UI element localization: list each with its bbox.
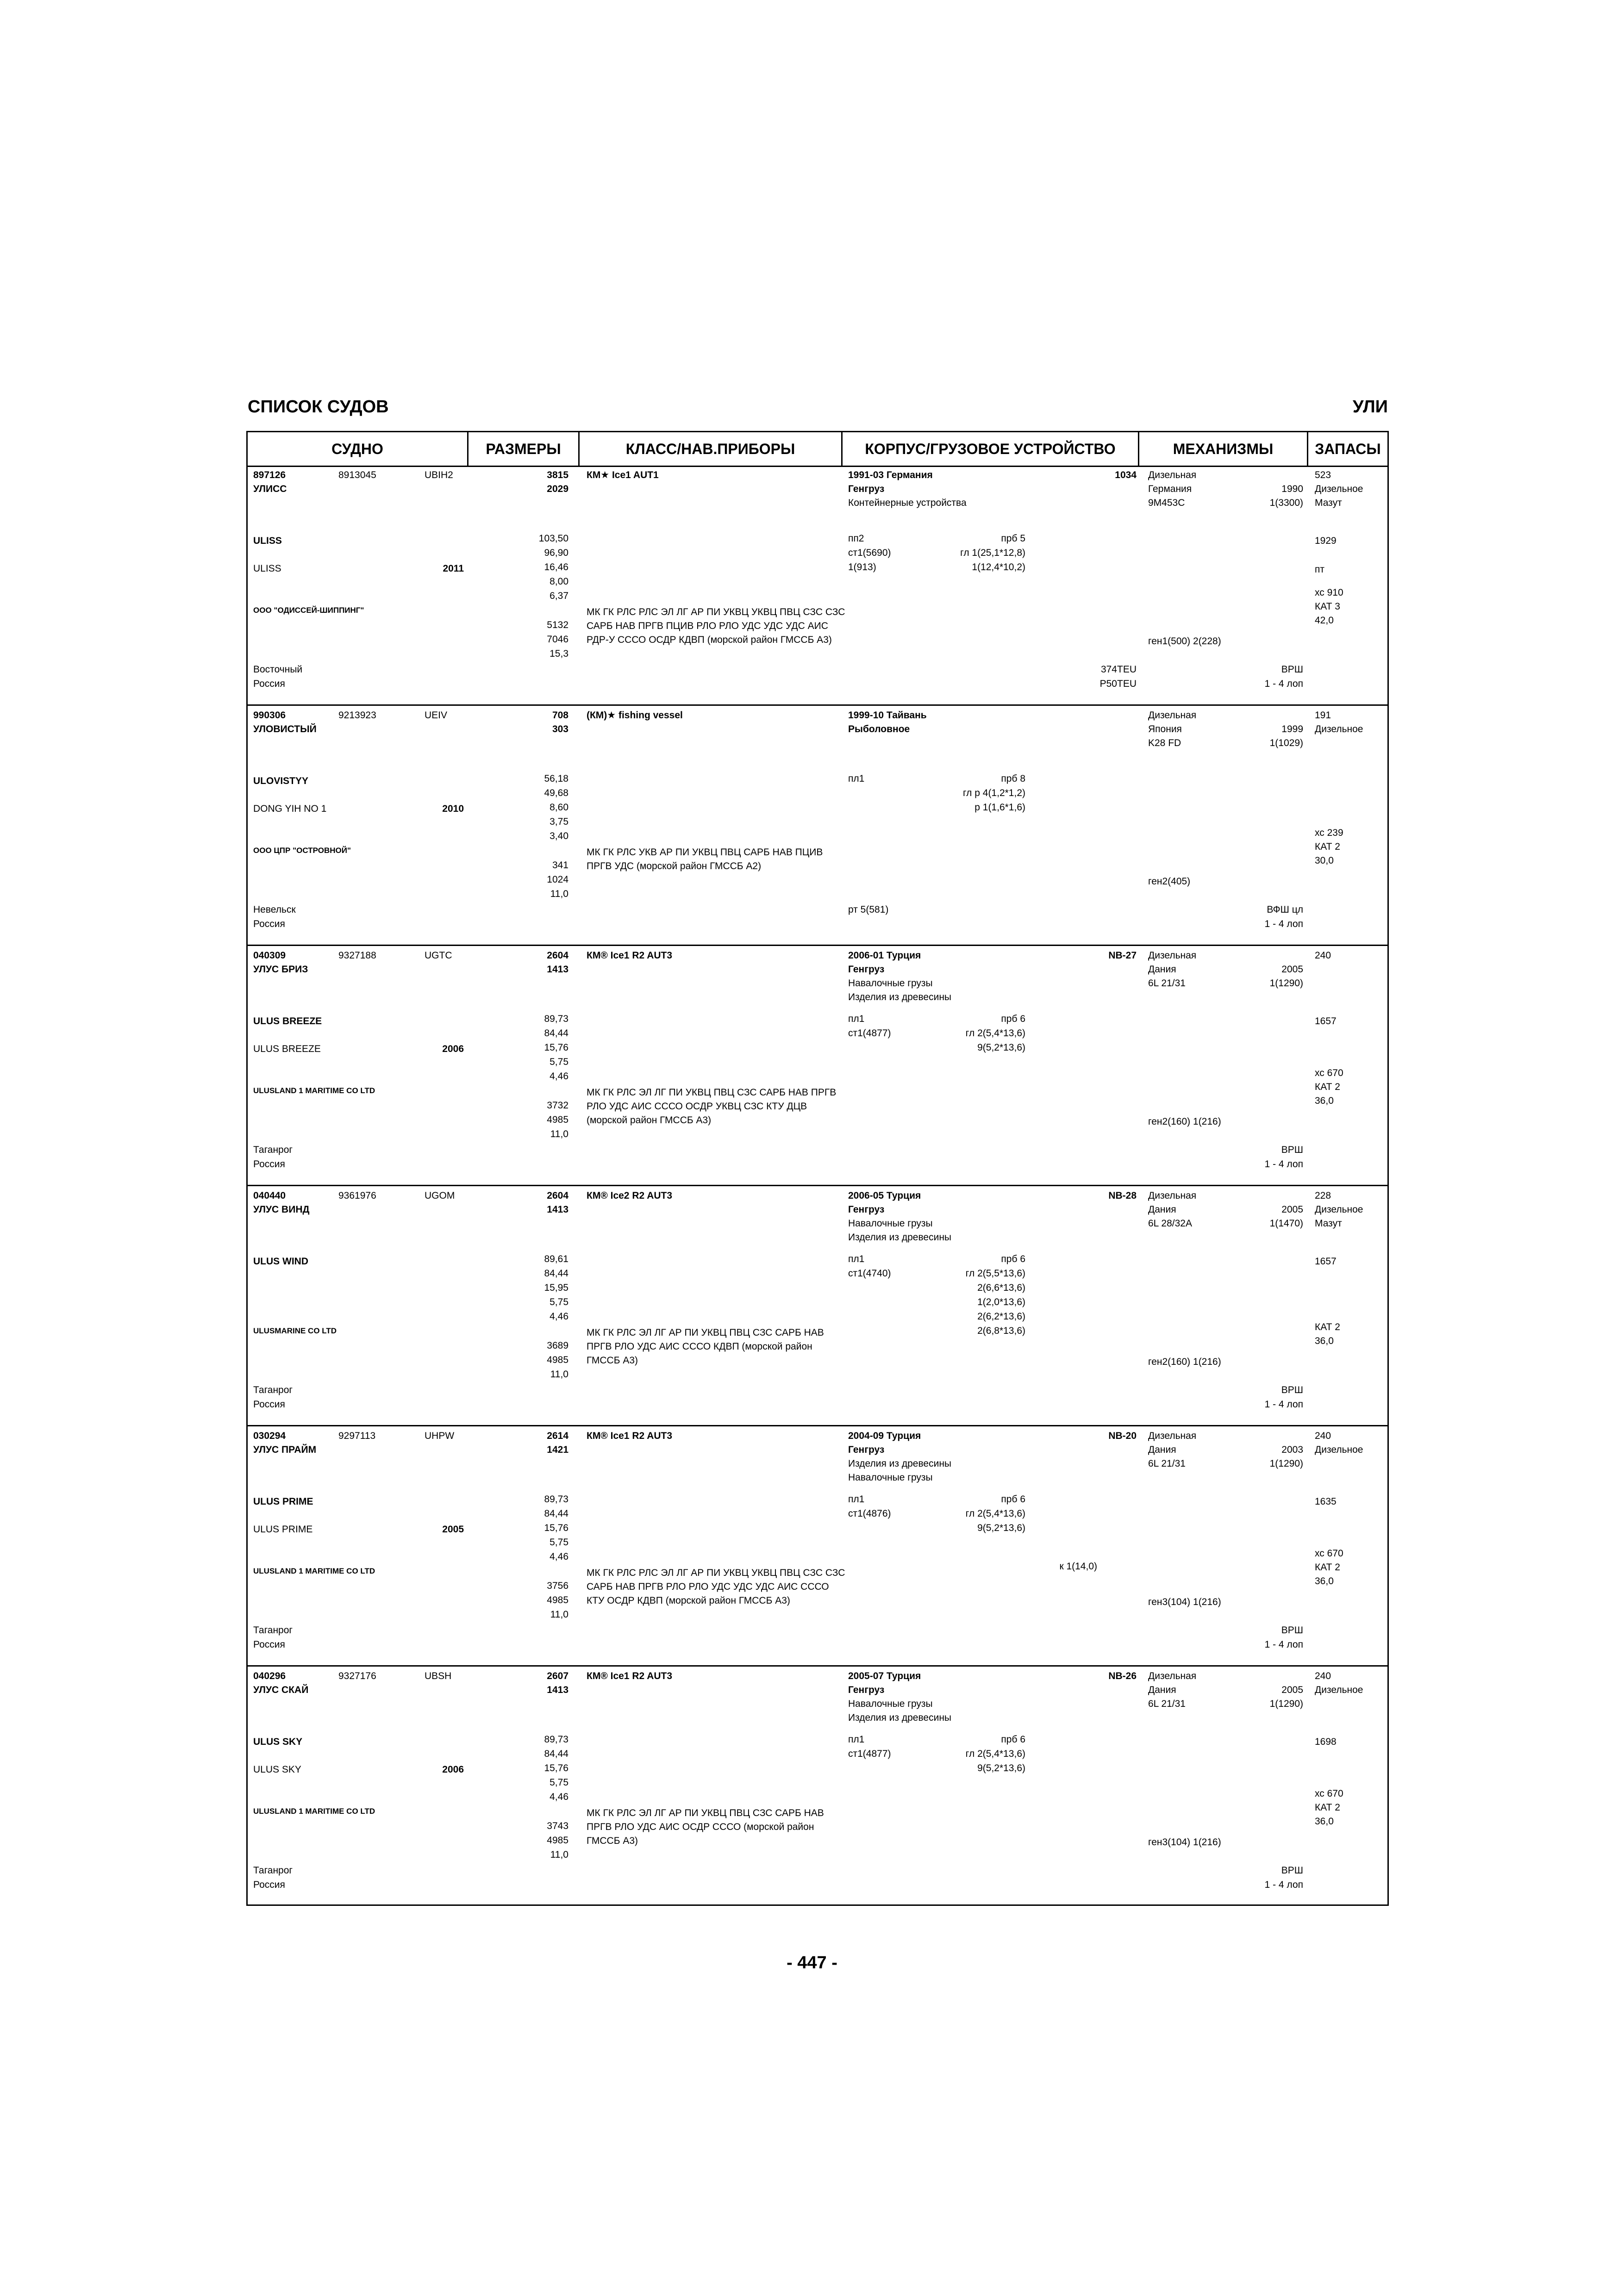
yard-number: NB-27 [1108,950,1137,961]
store-value: 1929 [1315,535,1337,546]
engine-year: 2005 [1281,1204,1303,1215]
imo-number: 9297113 [338,1431,376,1441]
home-port: Таганрог [253,1145,293,1155]
generators: ген2(160) 1(216) [1148,1356,1221,1367]
gross-tonnage: 2607 [547,1671,568,1681]
engine-type: Дизельная [1148,1431,1197,1441]
former-name: ULUS SKY [253,1764,301,1775]
store-value: 36,0 [1315,1095,1334,1106]
store-value: пт [1315,564,1324,575]
vessel-name-latin: ULISS [253,535,282,546]
generators: ген1(500) 2(228) [1148,636,1221,647]
store-value: Дизельное [1315,724,1363,734]
class-notation: КМ® Ice1 R2 AUT3 [587,950,673,961]
imo-number: 9327176 [338,1671,376,1681]
load-value: 11,0 [550,1369,568,1380]
load-value: 4985 [547,1355,568,1365]
store-value: КАТ 2 [1315,841,1340,852]
hatch-detail: гл 2(5,4*13,6) [965,1508,1025,1519]
vessel-name: УЛУС БРИЗ [253,964,308,975]
load-value: 5132 [547,620,568,630]
call-sign: UHPW [425,1431,455,1441]
dimension-value: 16,46 [544,562,568,572]
dimension-value: 4,46 [550,1311,568,1322]
engine-model: 9M453C [1148,498,1185,508]
hull-detail: пл1 [848,1254,865,1264]
engine-country: Дания [1148,1204,1176,1215]
engine-year: 2005 [1281,964,1303,975]
vessel-record [248,1426,1387,1667]
dimension-value: 4,46 [550,1792,568,1802]
store-value: Дизельное [1315,1444,1363,1455]
builder: Генгруз [848,964,885,975]
flag-country: Россия [253,919,285,929]
cargo-type: Изделия из древесины [848,1712,952,1723]
builder: Генгруз [848,1685,885,1695]
owner: ООО "ОДИССЕЙ-ШИППИНГ" [253,606,364,615]
store-value: 1657 [1315,1256,1337,1267]
builder: Генгруз [848,484,885,494]
column-header-machinery: МЕХАНИЗМЫ [1139,432,1308,466]
net-tonnage: 303 [552,724,568,734]
owner: ULUSLAND 1 MARITIME CO LTD [253,1086,375,1095]
engine-power: 1(1290) [1269,1699,1303,1709]
net-tonnage: 1421 [547,1444,568,1455]
dimension-value: 5,75 [550,1297,568,1307]
propeller-blades: 1 - 4 лоп [1264,1399,1303,1410]
engine-model: 6L 21/31 [1148,1699,1186,1709]
class-notation: КМ® Ice2 R2 AUT3 [587,1190,673,1201]
dimension-value: 103,50 [538,533,568,544]
call-sign: UBIH2 [425,470,453,480]
dimension-value: 4,46 [550,1551,568,1562]
hatch-detail: 2(6,8*13,6) [977,1325,1025,1336]
net-tonnage: 1413 [547,1685,568,1695]
navigation-equipment: МК ГК РЛС РЛС ЭЛ ЛГ АР ПИ УКВЦ УКВЦ ПВЦ СЗС СЗС САРБ НАВ ПРГВ ПЦИВ РЛО РЛО УДС УДС УДС АИС РДР-У СССО ОСДР КДВП (морской район ГМССБ А3) [587,607,845,645]
call-sign: UGOM [425,1190,455,1201]
engine-year: 1999 [1281,724,1303,734]
engine-power: 1(1470) [1269,1218,1303,1229]
engine-model: 6L 21/31 [1148,1458,1186,1469]
store-value: 240 [1315,1671,1331,1681]
home-port: Таганрог [253,1625,293,1636]
load-value: 11,0 [550,1609,568,1620]
navigation-equipment: МК ГК РЛС РЛС ЭЛ ЛГ АР ПИ УКВЦ УКВЦ ПВЦ СЗС СЗС САРБ НАВ ПРГВ РЛО РЛО УДС УДС УДС АИС СССО КТУ ОСДР КДВП (морской район ГМССБ А3) [587,1568,845,1606]
store-value: 1698 [1315,1736,1337,1747]
vessel-name-latin: ULUS SKY [253,1736,303,1747]
propeller-type: ВРШ [1281,1145,1303,1155]
navigation-equipment: МК ГК РЛС ЭЛ ЛГ ПИ УКВЦ ПВЦ СЗС САРБ НАВ ПРГВ РЛО УДС АИС СССО ОСДР УКВЦ СЗС КТУ ДЦВ (морской район ГМССБ А3) [587,1087,837,1126]
propeller-type: ВРШ [1281,1865,1303,1876]
engine-power: 1(3300) [1269,498,1303,508]
cargo-type: Навалочные грузы [848,1472,933,1483]
propeller-blades: 1 - 4 лоп [1264,1879,1303,1890]
dimension-value: 89,73 [544,1014,568,1024]
load-value: 4985 [547,1595,568,1605]
hull-detail: ст1(4877) [848,1028,891,1039]
vessel-record [248,1667,1387,1907]
propeller-type: ВРШ [1281,664,1303,675]
vessel-name-latin: ULOVISTYY [253,776,309,786]
flag-country: Россия [253,1399,285,1410]
imo-number: 9361976 [338,1190,376,1201]
store-value: Дизельное [1315,1204,1363,1215]
dimension-value: 84,44 [544,1748,568,1759]
propeller-blades: 1 - 4 лоп [1264,919,1303,929]
hatch-detail: гл 1(25,1*12,8) [960,548,1025,558]
store-value: КАТ 3 [1315,601,1340,612]
dimension-value: 89,73 [544,1494,568,1505]
gross-tonnage: 708 [552,710,568,721]
cargo-type: Изделия из древесины [848,1458,952,1469]
builder: Генгруз [848,1444,885,1455]
hull-detail: пп2 [848,533,864,544]
hatch-detail: 9(5,2*13,6) [977,1042,1025,1053]
store-value: 36,0 [1315,1336,1334,1346]
engine-year: 1990 [1281,484,1303,494]
home-port: Таганрог [253,1865,293,1876]
dimension-value: 84,44 [544,1028,568,1039]
register-number: 897126 [253,470,286,480]
vessel-name: УЛУС СКАЙ [253,1685,309,1695]
build-date-country: 1999-10 Тайвань [848,710,927,721]
engine-country: Дания [1148,1685,1176,1695]
propeller-type: ВФШ цл [1267,904,1303,915]
dimension-value: 15,76 [544,1042,568,1053]
column-header-vessel: СУДНО [248,432,468,466]
dimension-value: 4,46 [550,1071,568,1082]
hull-detail: ст1(4876) [848,1508,891,1519]
hatch-detail: гл 2(5,4*13,6) [965,1028,1025,1039]
engine-model: 6L 21/31 [1148,978,1186,989]
table-header [248,432,1387,467]
store-value: 36,0 [1315,1816,1334,1827]
dimension-value: 84,44 [544,1508,568,1519]
store-value: Дизельное [1315,1685,1363,1695]
load-value: 3732 [547,1100,568,1111]
navigation-equipment: МК ГК РЛС УКВ АР ПИ УКВЦ ПВЦ САРБ НАВ ПЦИВ ПРГВ УДС (морской район ГМССБ А2) [587,847,823,871]
store-value: 191 [1315,710,1331,721]
former-name-year: 2006 [442,1044,464,1054]
hatch-detail: прб 6 [1001,1014,1025,1024]
flag-country: Россия [253,1639,285,1650]
flag-country: Россия [253,1879,285,1890]
store-value: КАТ 2 [1315,1562,1340,1573]
load-value: 4985 [547,1114,568,1125]
hatch-detail: 2(6,2*13,6) [977,1311,1025,1322]
class-notation: КМ★ Ice1 AUT1 [587,470,659,480]
hull-detail: ст1(5690) [848,548,891,558]
hull-detail: ст1(4877) [848,1748,891,1759]
dimension-value: 15,76 [544,1523,568,1533]
call-sign: UBSH [425,1671,452,1681]
engine-country: Дания [1148,1444,1176,1455]
build-date-country: 2005-07 Турция [848,1671,921,1681]
hatch-detail: прб 6 [1001,1734,1025,1745]
load-value: 3756 [547,1580,568,1591]
load-value: 3689 [547,1340,568,1351]
store-value: КАТ 2 [1315,1082,1340,1092]
page-title: СПИСОК СУДОВ [248,397,389,417]
former-name: ULUS PRIME [253,1524,313,1535]
dimension-value: 8,60 [550,802,568,813]
load-value: 4985 [547,1835,568,1846]
engine-power: 1(1029) [1269,738,1303,748]
hull-detail: пл1 [848,773,865,784]
engine-type: Дизельная [1148,1190,1197,1201]
call-sign: UGTC [425,950,452,961]
store-value: Мазут [1315,1218,1342,1229]
net-tonnage: 1413 [547,964,568,975]
load-value: 341 [552,860,568,871]
ship-register-table [246,431,1389,1906]
hull-detail: пл1 [848,1734,865,1745]
dimension-value: 15,76 [544,1763,568,1773]
net-tonnage: 2029 [547,484,568,494]
load-value: 3743 [547,1821,568,1831]
former-name-year: 2010 [442,803,464,814]
vessel-name-latin: ULUS PRIME [253,1496,313,1507]
store-value: КАТ 2 [1315,1802,1340,1813]
register-number: 040296 [253,1671,286,1681]
propeller-type: ВРШ [1281,1625,1303,1636]
yard-number: NB-26 [1108,1671,1137,1681]
cargo-type: Изделия из древесины [848,992,952,1002]
store-value: хс 670 [1315,1788,1343,1799]
engine-power: 1(1290) [1269,978,1303,989]
cargo-type: Контейнерные устройства [848,498,967,508]
page-section-code: УЛИ [1352,397,1388,417]
engine-country: Германия [1148,484,1192,494]
store-value: 36,0 [1315,1576,1334,1587]
net-tonnage: 1413 [547,1204,568,1215]
column-header-hull: КОРПУС/ГРУЗОВОЕ УСТРОЙСТВО [843,432,1139,466]
engine-model: K28 FD [1148,738,1181,748]
hatch-detail: гл 2(5,5*13,6) [965,1268,1025,1279]
register-number: 040309 [253,950,286,961]
store-value: хс 670 [1315,1548,1343,1559]
store-value: 523 [1315,470,1331,480]
store-value: 228 [1315,1190,1331,1201]
propeller-type: ВРШ [1281,1385,1303,1395]
refrigerated-hold: рт 5(581) [848,904,889,915]
former-name-year: 2006 [442,1764,464,1775]
store-value: КАТ 2 [1315,1322,1340,1332]
builder: Генгруз [848,1204,885,1215]
flag-country: Россия [253,678,285,689]
former-name-year: 2005 [442,1524,464,1535]
store-value: 1657 [1315,1016,1337,1027]
class-notation: (КМ)★ fishing vessel [587,710,683,721]
owner: ULUSMARINE CO LTD [253,1326,337,1335]
vessel-record [248,1186,1387,1426]
store-value: 240 [1315,1431,1331,1441]
build-date-country: 1991-03 Германия [848,470,933,480]
dimension-value: 89,61 [544,1254,568,1264]
gross-tonnage: 2604 [547,950,568,961]
navigation-equipment: МК ГК РЛС ЭЛ ЛГ АР ПИ УКВЦ ПВЦ СЗС САРБ НАВ ПРГВ РЛО УДС АИС ОСДР СССО (морской район ГМССБ А3) [587,1808,824,1846]
register-number: 030294 [253,1431,286,1441]
owner: ULUSLAND 1 MARITIME CO LTD [253,1567,375,1575]
store-value: 30,0 [1315,855,1334,866]
load-value: 1024 [547,874,568,885]
hatch-detail: прб 6 [1001,1254,1025,1264]
dimension-value: 5,75 [550,1777,568,1788]
vessel-name: УЛИСС [253,484,287,494]
dimension-value: 15,95 [544,1282,568,1293]
load-value: 7046 [547,634,568,645]
vessel-record [248,706,1387,946]
vessel-record [248,946,1387,1186]
gross-tonnage: 2604 [547,1190,568,1201]
load-value: 11,0 [550,889,568,899]
hatch-detail: гл 2(5,4*13,6) [965,1748,1025,1759]
hull-detail: 1(913) [848,562,876,572]
vessel-name: УЛУС ПРАЙМ [253,1444,317,1455]
hatch-detail: 1(12,4*10,2) [972,562,1025,572]
load-value: 11,0 [550,1849,568,1860]
engine-country: Япония [1148,724,1182,734]
engine-power: 1(1290) [1269,1458,1303,1469]
dimension-value: 84,44 [544,1268,568,1279]
imo-number: 9327188 [338,950,376,961]
engine-model: 6L 28/32A [1148,1218,1192,1229]
store-value: хс 239 [1315,828,1343,838]
hatch-detail: прб 6 [1001,1494,1025,1505]
column-header-dimensions: РАЗМЕРЫ [468,432,580,466]
yard-number: 1034 [1115,470,1137,480]
store-value: 1635 [1315,1496,1337,1507]
store-value: Мазут [1315,498,1342,508]
vessel-record [248,466,1387,706]
register-number: 990306 [253,710,286,721]
generators: ген3(104) 1(216) [1148,1597,1221,1607]
engine-type: Дизельная [1148,470,1197,480]
former-name: ULUS BREEZE [253,1044,321,1054]
gross-tonnage: 3815 [547,470,568,480]
owner: ULUSLAND 1 MARITIME CO LTD [253,1807,375,1816]
propeller-blades: 1 - 4 лоп [1264,678,1303,689]
home-port: Невельск [253,904,296,915]
engine-year: 2005 [1281,1685,1303,1695]
vessel-name-latin: ULUS BREEZE [253,1016,322,1027]
column-header-stores: ЗАПАСЫ [1315,441,1381,457]
dimension-value: 3,40 [550,831,568,841]
hatch-detail: 2(6,6*13,6) [977,1282,1025,1293]
build-date-country: 2004-09 Турция [848,1431,921,1441]
store-value: 42,0 [1315,615,1334,626]
class-notation: КМ® Ice1 R2 AUT3 [587,1671,673,1681]
engine-year: 2003 [1281,1444,1303,1455]
load-value: 15,3 [550,648,568,659]
hatch-detail: 1(2,0*13,6) [977,1297,1025,1307]
former-name: ULISS [253,563,281,574]
cargo-type: Навалочные грузы [848,1218,933,1229]
engine-type: Дизельная [1148,710,1197,721]
hull-detail: пл1 [848,1494,865,1505]
vessel-name: УЛОВИСТЫЙ [253,724,317,734]
generators: ген3(104) 1(216) [1148,1837,1221,1848]
cargo-type: Изделия из древесины [848,1232,952,1243]
class-notation: КМ® Ice1 R2 AUT3 [587,1431,673,1441]
yard-number: NB-28 [1108,1190,1137,1201]
dimension-value: 96,90 [544,548,568,558]
cargo-type: Навалочные грузы [848,978,933,989]
crane-detail: к 1(14,0) [1059,1561,1097,1572]
hull-detail: пл1 [848,1014,865,1024]
propeller-blades: 1 - 4 лоп [1264,1639,1303,1650]
builder: Рыболовное [848,724,910,734]
hatch-detail: прб 5 [1001,533,1025,544]
engine-country: Дания [1148,964,1176,975]
dimension-value: 49,68 [544,788,568,798]
column-header-class: КЛАСС/НАВ.ПРИБОРЫ [580,432,843,466]
former-name: DONG YIH NO 1 [253,803,327,814]
hatch-detail: р 1(1,6*1,6) [974,802,1025,813]
build-date-country: 2006-01 Турция [848,950,921,961]
hull-detail: ст1(4740) [848,1268,891,1279]
vessel-name-latin: ULUS WIND [253,1256,308,1267]
store-value: хс 670 [1315,1068,1343,1078]
yard-number: NB-20 [1108,1431,1137,1441]
owner: ООО ЦПР "ОСТРОВНОЙ" [253,846,351,855]
dimension-value: 5,75 [550,1057,568,1067]
navigation-equipment: МК ГК РЛС ЭЛ ЛГ АР ПИ УКВЦ ПВЦ СЗС САРБ НАВ ПРГВ РЛО УДС АИС СССО КДВП (морской район ГМССБ А3) [587,1327,824,1366]
dimension-value: 5,75 [550,1537,568,1548]
dimension-value: 8,00 [550,576,568,587]
hatch-detail: прб 8 [1001,773,1025,784]
dimension-value: 3,75 [550,816,568,827]
call-sign: UEIV [425,710,448,721]
generators: ген2(405) [1148,876,1191,887]
propeller-blades: 1 - 4 лоп [1264,1159,1303,1170]
dimension-value: 56,18 [544,773,568,784]
teu-capacity: 374TEU [1100,664,1137,675]
generators: ген2(160) 1(216) [1148,1116,1221,1127]
hatch-detail: 9(5,2*13,6) [977,1523,1025,1533]
build-date-country: 2006-05 Турция [848,1190,921,1201]
store-value: 240 [1315,950,1331,961]
cargo-type: Навалочные грузы [848,1699,933,1709]
register-number: 040440 [253,1190,286,1201]
flag-country: Россия [253,1159,285,1170]
engine-type: Дизельная [1148,950,1197,961]
dimension-value: 6,37 [550,591,568,601]
dimension-value: 89,73 [544,1734,568,1745]
vessel-name: УЛУС ВИНД [253,1204,310,1215]
hatch-detail: гл р 4(1,2*1,2) [962,788,1025,798]
former-name-year: 2011 [443,563,464,574]
hatch-detail: 9(5,2*13,6) [977,1763,1025,1773]
engine-type: Дизельная [1148,1671,1197,1681]
gross-tonnage: 2614 [547,1431,568,1441]
load-value: 11,0 [550,1129,568,1139]
imo-number: 8913045 [338,470,376,480]
page-number: - 447 - [787,1953,837,1972]
teu-capacity: P50TEU [1099,678,1137,689]
home-port: Таганрог [253,1385,293,1395]
store-value: Дизельное [1315,484,1363,494]
home-port: Восточный [253,664,303,675]
store-value: хс 910 [1315,587,1343,598]
imo-number: 9213923 [338,710,376,721]
